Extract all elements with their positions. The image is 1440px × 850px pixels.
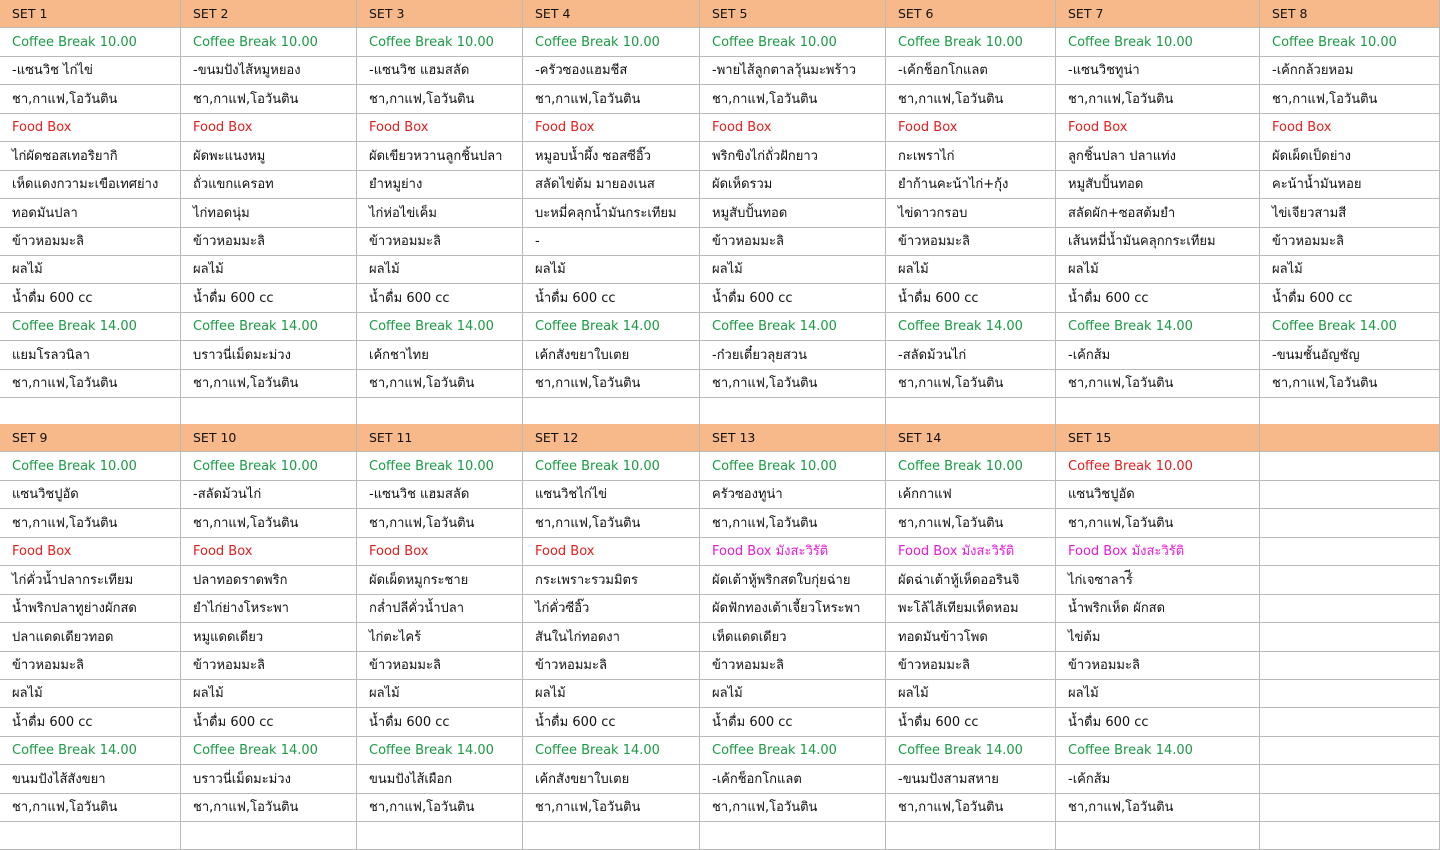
menu-item: กระเพราะรวมมิตร	[523, 566, 700, 595]
coffee-break-label: Coffee Break 10.00	[700, 28, 886, 57]
menu-item: -สลัดม้วนไก่	[886, 341, 1056, 370]
coffee-break-label: Coffee Break 10.00	[1056, 28, 1260, 57]
food-box-label: Food Box มังสะวิรัติ	[700, 538, 886, 566]
menu-item: -เค้กช็อกโกแลต	[886, 57, 1056, 85]
coffee-break-label: Coffee Break 10.00	[1056, 452, 1260, 481]
set-header: SET 6	[886, 0, 1056, 28]
menu-item: ผลไม้	[1260, 256, 1440, 284]
menu-item: ชา,กาแฟ,โอวันติน	[0, 85, 181, 114]
menu-item: ผลไม้	[886, 256, 1056, 284]
menu-item: เห็ดแดงกวามะเขือเทศย่าง	[0, 171, 181, 199]
menu-item: ไข่เจียวสามสี	[1260, 199, 1440, 228]
menu-item: ผลไม้	[357, 256, 523, 284]
set-header: SET 15	[1056, 424, 1260, 452]
food-box-label: Food Box	[1056, 114, 1260, 142]
menu-item: ครัวซองทูน่า	[700, 481, 886, 509]
menu-item: ข้าวหอมมะลิ	[1260, 228, 1440, 256]
menu-item: ผลไม้	[0, 256, 181, 284]
menu-item: ข้าวหอมมะลิ	[0, 652, 181, 680]
menu-item: น้ำดื่ม 600 cc	[181, 284, 357, 313]
coffee-break-label: Coffee Break 14.00	[181, 313, 357, 341]
menu-item: ผลไม้	[181, 680, 357, 708]
menu-item: ข้าวหอมมะลิ	[181, 228, 357, 256]
menu-item: ชา,กาแฟ,โอวันติน	[1056, 370, 1260, 398]
coffee-break-label: Coffee Break 10.00	[0, 28, 181, 57]
menu-item: สลัดผัก+ซอสต้มยำ	[1056, 199, 1260, 228]
coffee-break-label: Coffee Break 10.00	[886, 28, 1056, 57]
coffee-break-label: Coffee Break 14.00	[886, 313, 1056, 341]
menu-item: -แซนวิช แฮมสลัด	[357, 57, 523, 85]
menu-item: ชา,กาแฟ,โอวันติน	[181, 509, 357, 538]
empty-cell	[1260, 765, 1440, 794]
menu-item: ไก่ทอดนุ่ม	[181, 199, 357, 228]
empty-cell	[1260, 652, 1440, 680]
menu-item: น้ำดื่ม 600 cc	[357, 708, 523, 737]
menu-item: -ก๋วยเตี๋ยวลุยสวน	[700, 341, 886, 370]
menu-item: บราวนี่เม็ดมะม่วง	[181, 341, 357, 370]
menu-item: หมูสับปั้นทอด	[1056, 171, 1260, 199]
coffee-break-label: Coffee Break 14.00	[700, 737, 886, 765]
empty-cell	[1260, 794, 1440, 822]
food-box-label: Food Box	[886, 114, 1056, 142]
empty-cell	[181, 822, 357, 850]
coffee-break-label: Coffee Break 14.00	[1260, 313, 1440, 341]
menu-item: ลูกชิ้นปลา ปลาแท่ง	[1056, 142, 1260, 171]
menu-item: ผลไม้	[886, 680, 1056, 708]
empty-cell	[886, 822, 1056, 850]
menu-item: น้ำดื่ม 600 cc	[523, 708, 700, 737]
empty-cell	[1260, 481, 1440, 509]
menu-item: ขนมปังไส้สังขยา	[0, 765, 181, 794]
coffee-break-label: Coffee Break 14.00	[700, 313, 886, 341]
coffee-break-label: Coffee Break 10.00	[700, 452, 886, 481]
coffee-break-label: Coffee Break 10.00	[886, 452, 1056, 481]
empty-cell	[1260, 680, 1440, 708]
empty-cell	[1260, 822, 1440, 850]
menu-item: -แซนวิชทูน่า	[1056, 57, 1260, 85]
set-header: SET 4	[523, 0, 700, 28]
menu-item: ชา,กาแฟ,โอวันติน	[357, 794, 523, 822]
menu-item: ผัดเขียวหวานลูกชิ้นปลา	[357, 142, 523, 171]
menu-item: น้ำดื่ม 600 cc	[357, 284, 523, 313]
food-box-label: Food Box	[357, 114, 523, 142]
menu-item: -ขนมชั้นอัญชัญ	[1260, 341, 1440, 370]
menu-item: ชา,กาแฟ,โอวันติน	[1260, 370, 1440, 398]
coffee-break-label: Coffee Break 14.00	[1056, 313, 1260, 341]
set-header: SET 7	[1056, 0, 1260, 28]
menu-item: ข้าวหอมมะลิ	[357, 652, 523, 680]
set-header: SET 5	[700, 0, 886, 28]
menu-item: ผัดฉ่าเต้าหู้เห็ดออรินจิ	[886, 566, 1056, 595]
coffee-break-label: Coffee Break 14.00	[523, 313, 700, 341]
set-header: SET 13	[700, 424, 886, 452]
menu-item: ข้าวหอมมะลิ	[181, 652, 357, 680]
menu-item: ยำก้านคะน้าไก่+กุ้ง	[886, 171, 1056, 199]
menu-item: ข้าวหอมมะลิ	[523, 652, 700, 680]
menu-item: ชา,กาแฟ,โอวันติน	[357, 509, 523, 538]
menu-item: ไข่ต้ม	[1056, 623, 1260, 652]
food-box-label: Food Box มังสะวิรัติ	[1056, 538, 1260, 566]
menu-item: เค้กกาแฟ	[886, 481, 1056, 509]
empty-cell	[1260, 566, 1440, 595]
menu-item: ชา,กาแฟ,โอวันติน	[0, 794, 181, 822]
empty-cell	[181, 398, 357, 426]
menu-item: ข้าวหอมมะลิ	[700, 652, 886, 680]
menu-item: ข้าวหอมมะลิ	[357, 228, 523, 256]
food-box-label: Food Box	[700, 114, 886, 142]
menu-item: หมูสับปั้นทอด	[700, 199, 886, 228]
menu-item: ขนมปังไส้เผือก	[357, 765, 523, 794]
empty-cell	[523, 822, 700, 850]
menu-item: ผลไม้	[1056, 256, 1260, 284]
menu-item: ผลไม้	[181, 256, 357, 284]
coffee-break-label: Coffee Break 14.00	[523, 737, 700, 765]
menu-item: -แซนวิช แฮมสลัด	[357, 481, 523, 509]
menu-item: แซนวิชปูอัด	[0, 481, 181, 509]
menu-item: ผัดเห็ดรวม	[700, 171, 886, 199]
coffee-break-label: Coffee Break 10.00	[523, 28, 700, 57]
menu-item: น้ำดื่ม 600 cc	[886, 284, 1056, 313]
menu-item: ชา,กาแฟ,โอวันติน	[0, 370, 181, 398]
set-header: SET 8	[1260, 0, 1440, 28]
menu-item: ถั่วแขกแครอท	[181, 171, 357, 199]
menu-item: เค้กสังขยาใบเตย	[523, 765, 700, 794]
empty-cell	[1260, 623, 1440, 652]
empty-cell	[886, 398, 1056, 426]
menu-item: ชา,กาแฟ,โอวันติน	[523, 794, 700, 822]
food-box-label: Food Box	[0, 114, 181, 142]
menu-item: -แซนวิช ไก่ไข่	[0, 57, 181, 85]
food-box-label: Food Box	[523, 538, 700, 566]
menu-item: น้ำดื่ม 600 cc	[886, 708, 1056, 737]
menu-item: เห็ดแดดเดียว	[700, 623, 886, 652]
menu-item: ชา,กาแฟ,โอวันติน	[886, 794, 1056, 822]
menu-item: ชา,กาแฟ,โอวันติน	[1056, 794, 1260, 822]
menu-item: ชา,กาแฟ,โอวันติน	[700, 85, 886, 114]
coffee-break-label: Coffee Break 14.00	[0, 313, 181, 341]
menu-item: น้ำดื่ม 600 cc	[1260, 284, 1440, 313]
menu-item: น้ำดื่ม 600 cc	[700, 708, 886, 737]
menu-item: เค้กชาไทย	[357, 341, 523, 370]
empty-cell	[0, 398, 181, 426]
menu-item: ทอดมันปลา	[0, 199, 181, 228]
menu-item: ชา,กาแฟ,โอวันติน	[886, 85, 1056, 114]
menu-item: ชา,กาแฟ,โอวันติน	[1056, 85, 1260, 114]
menu-item: ชา,กาแฟ,โอวันติน	[181, 370, 357, 398]
food-box-label: Food Box	[523, 114, 700, 142]
menu-item: สันในไก่ทอดงา	[523, 623, 700, 652]
menu-item: ผลไม้	[0, 680, 181, 708]
menu-item: ไก่คั่วน้ำปลากระเทียม	[0, 566, 181, 595]
menu-item: เค้กสังขยาใบเตย	[523, 341, 700, 370]
menu-item: ผลไม้	[1056, 680, 1260, 708]
menu-item: ชา,กาแฟ,โอวันติน	[700, 509, 886, 538]
menu-item: ชา,กาแฟ,โอวันติน	[700, 370, 886, 398]
menu-item: ไข่ดาวกรอบ	[886, 199, 1056, 228]
empty-cell	[1260, 452, 1440, 481]
menu-item: ชา,กาแฟ,โอวันติน	[886, 370, 1056, 398]
menu-item: ผลไม้	[357, 680, 523, 708]
menu-item: -เค้กกล้วยหอม	[1260, 57, 1440, 85]
coffee-break-label: Coffee Break 10.00	[357, 28, 523, 57]
set-header: SET 10	[181, 424, 357, 452]
menu-item: ยำหมูย่าง	[357, 171, 523, 199]
menu-item: กล่ำปลีคั่วน้ำปลา	[357, 595, 523, 623]
coffee-break-label: Coffee Break 14.00	[1056, 737, 1260, 765]
menu-item: คะน้าน้ำมันหอย	[1260, 171, 1440, 199]
empty-cell	[700, 822, 886, 850]
empty-header	[1260, 424, 1440, 452]
menu-item: ข้าวหอมมะลิ	[1056, 652, 1260, 680]
empty-cell	[1260, 595, 1440, 623]
menu-item: ชา,กาแฟ,โอวันติน	[700, 794, 886, 822]
set-header: SET 1	[0, 0, 181, 28]
coffee-break-label: Coffee Break 10.00	[523, 452, 700, 481]
menu-item: น้ำดื่ม 600 cc	[1056, 284, 1260, 313]
menu-item: น้ำดื่ม 600 cc	[700, 284, 886, 313]
menu-item: ชา,กาแฟ,โอวันติน	[181, 85, 357, 114]
menu-item: น้ำพริกเห็ด ผักสด	[1056, 595, 1260, 623]
set-header: SET 9	[0, 424, 181, 452]
menu-item: หมูอบน้ำผึ้ง ซอสซีอิ๊ว	[523, 142, 700, 171]
menu-item: พะโล้ไส้เทียมเห็ดหอม	[886, 595, 1056, 623]
menu-item: ผลไม้	[523, 256, 700, 284]
menu-item: แซนวิชไก่ไข่	[523, 481, 700, 509]
coffee-break-label: Coffee Break 10.00	[181, 452, 357, 481]
empty-cell	[1056, 398, 1260, 426]
menu-item: -	[523, 228, 700, 256]
coffee-break-label: Coffee Break 10.00	[357, 452, 523, 481]
menu-item: -ขนมปังไส้หมูหยอง	[181, 57, 357, 85]
menu-item: ชา,กาแฟ,โอวันติน	[181, 794, 357, 822]
menu-item: ไก่เจซาลาร์ี	[1056, 566, 1260, 595]
menu-item: ชา,กาแฟ,โอวันติน	[523, 85, 700, 114]
menu-item: แยมโรลวนิลา	[0, 341, 181, 370]
set-header: SET 14	[886, 424, 1056, 452]
menu-item: -เค้กส้ม	[1056, 341, 1260, 370]
menu-item: ผัดเผ็ดเป็ดย่าง	[1260, 142, 1440, 171]
empty-cell	[1260, 708, 1440, 737]
menu-item: ชา,กาแฟ,โอวันติน	[523, 370, 700, 398]
menu-item: ผัดเผ็ดหมูกระชาย	[357, 566, 523, 595]
empty-cell	[1260, 737, 1440, 765]
food-box-label: Food Box มังสะวิรัติ	[886, 538, 1056, 566]
menu-item: ผลไม้	[700, 680, 886, 708]
menu-item: น้ำดื่ม 600 cc	[1056, 708, 1260, 737]
empty-cell	[700, 398, 886, 426]
food-box-label: Food Box	[0, 538, 181, 566]
empty-cell	[523, 398, 700, 426]
set-header: SET 3	[357, 0, 523, 28]
menu-item: ไก่ห่อไข่เค็ม	[357, 199, 523, 228]
menu-item: ทอดมันข้าวโพด	[886, 623, 1056, 652]
menu-item: น้ำพริกปลาทูย่างผักสด	[0, 595, 181, 623]
menu-item: หมูแดดเดียว	[181, 623, 357, 652]
menu-item: ชา,กาแฟ,โอวันติน	[357, 85, 523, 114]
coffee-break-label: Coffee Break 14.00	[886, 737, 1056, 765]
food-box-label: Food Box	[181, 538, 357, 566]
food-box-label: Food Box	[181, 114, 357, 142]
empty-cell	[1260, 538, 1440, 566]
menu-item: ข้าวหอมมะลิ	[886, 228, 1056, 256]
menu-item: ข้าวหอมมะลิ	[886, 652, 1056, 680]
menu-item: แซนวิชปูอัด	[1056, 481, 1260, 509]
empty-cell	[1260, 509, 1440, 538]
menu-item: ยำไก่ย่างโหระพา	[181, 595, 357, 623]
menu-item: ผลไม้	[523, 680, 700, 708]
menu-item: สลัดไข่ต้ม มายองเนส	[523, 171, 700, 199]
menu-item: -สลัดม้วนไก่	[181, 481, 357, 509]
coffee-break-label: Coffee Break 10.00	[0, 452, 181, 481]
menu-item: ไก่ตะไคร้	[357, 623, 523, 652]
menu-item: ชา,กาแฟ,โอวันติน	[1260, 85, 1440, 114]
food-box-label: Food Box	[357, 538, 523, 566]
coffee-break-label: Coffee Break 10.00	[181, 28, 357, 57]
menu-item: -เค้กช็อกโกแลต	[700, 765, 886, 794]
menu-item: น้ำดื่ม 600 cc	[0, 708, 181, 737]
menu-item: น้ำดื่ม 600 cc	[523, 284, 700, 313]
menu-item: ผัดฟักทองเต้าเจี้ยวโหระพา	[700, 595, 886, 623]
menu-item: -ครัวซองแฮมชีส	[523, 57, 700, 85]
empty-cell	[357, 398, 523, 426]
menu-item: ข้าวหอมมะลิ	[700, 228, 886, 256]
menu-item: น้ำดื่ม 600 cc	[0, 284, 181, 313]
menu-item: ผัดเต้าหู้พริกสดใบกุ่ยฉ่าย	[700, 566, 886, 595]
menu-item: ชา,กาแฟ,โอวันติน	[1056, 509, 1260, 538]
menu-item: -พายไส้ลูกตาลวุ้นมะพร้าว	[700, 57, 886, 85]
menu-item: ชา,กาแฟ,โอวันติน	[0, 509, 181, 538]
menu-item: ชา,กาแฟ,โอวันติน	[357, 370, 523, 398]
menu-item: บราวนี่เม็ดมะม่วง	[181, 765, 357, 794]
menu-item: ผลไม้	[700, 256, 886, 284]
coffee-break-label: Coffee Break 14.00	[0, 737, 181, 765]
menu-item: ปลาแดดเดียวทอด	[0, 623, 181, 652]
menu-item: -ขนมปังสามสหาย	[886, 765, 1056, 794]
coffee-break-label: Coffee Break 14.00	[357, 737, 523, 765]
set-header: SET 11	[357, 424, 523, 452]
menu-item: ไก่คั่วซีอิ๊ว	[523, 595, 700, 623]
coffee-break-label: Coffee Break 14.00	[181, 737, 357, 765]
food-box-label: Food Box	[1260, 114, 1440, 142]
menu-item: พริกขิงไก่ถั่วฝักยาว	[700, 142, 886, 171]
menu-item: เส้นหมี่น้ำมันคลุกกระเทียม	[1056, 228, 1260, 256]
set-header: SET 2	[181, 0, 357, 28]
menu-item: ชา,กาแฟ,โอวันติน	[523, 509, 700, 538]
menu-item: ผัดพะแนงหมู	[181, 142, 357, 171]
coffee-break-label: Coffee Break 10.00	[1260, 28, 1440, 57]
menu-item: บะหมี่คลุกน้ำมันกระเทียม	[523, 199, 700, 228]
set-header: SET 12	[523, 424, 700, 452]
menu-item: กะเพราไก่	[886, 142, 1056, 171]
empty-cell	[357, 822, 523, 850]
menu-item: น้ำดื่ม 600 cc	[181, 708, 357, 737]
menu-item: -เค้กส้ม	[1056, 765, 1260, 794]
empty-cell	[0, 822, 181, 850]
empty-cell	[1260, 398, 1440, 426]
menu-item: ข้าวหอมมะลิ	[0, 228, 181, 256]
menu-item: ปลาทอดราดพริก	[181, 566, 357, 595]
coffee-break-label: Coffee Break 14.00	[357, 313, 523, 341]
empty-cell	[1056, 822, 1260, 850]
menu-item: ชา,กาแฟ,โอวันติน	[886, 509, 1056, 538]
menu-item: ไก่ผัดซอสเทอริยากิ	[0, 142, 181, 171]
